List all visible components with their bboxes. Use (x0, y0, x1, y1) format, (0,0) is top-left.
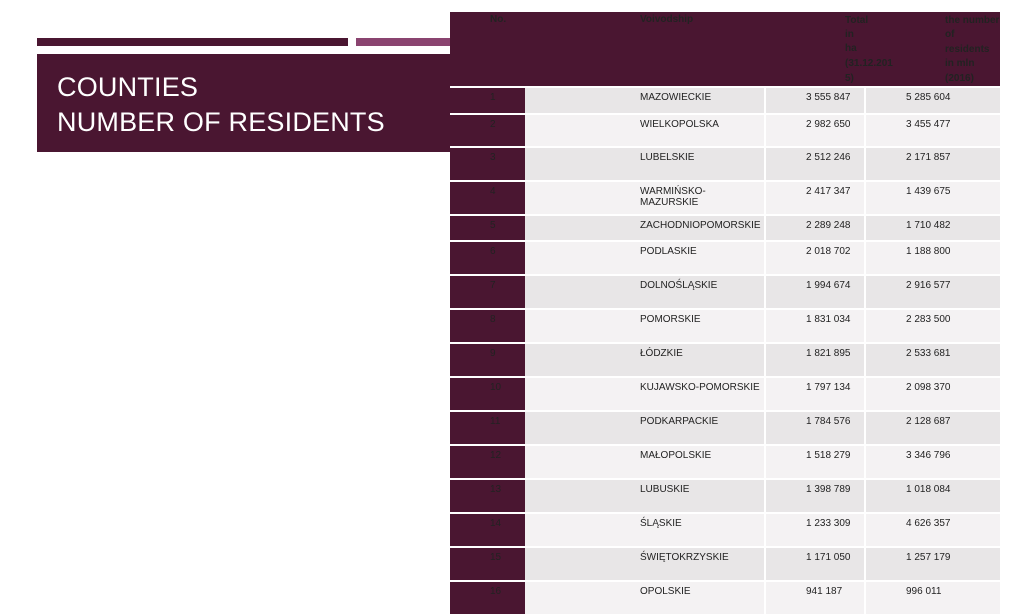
row-total-ha: 1 171 050 (765, 547, 865, 581)
row-number: 1 (450, 87, 525, 114)
row-total-ha: 941 187 (765, 581, 865, 615)
slide-title (37, 54, 450, 152)
row-residents: 2 916 577 (865, 275, 1000, 309)
row-residents: 1 439 675 (865, 181, 1000, 215)
row-voivodship: KUJAWSKO-POMORSKIE (525, 377, 765, 411)
table-row (450, 309, 1000, 343)
row-total-ha: 1 821 895 (765, 343, 865, 377)
row-number: 12 (450, 445, 525, 479)
row-residents: 2 283 500 (865, 309, 1000, 343)
row-residents: 1 188 800 (865, 241, 1000, 275)
row-number: 15 (450, 547, 525, 581)
table-row (450, 343, 1000, 377)
row-residents: 5 285 604 (865, 87, 1000, 114)
table-row (450, 241, 1000, 275)
header-total-ha: Total in ha (31.12.201 5) (765, 12, 865, 87)
header-voivodship: Voivodship (525, 12, 765, 87)
row-voivodship: ZACHODNIOPOMORSKIE (525, 215, 765, 241)
table-row (450, 147, 1000, 181)
row-number: 7 (450, 275, 525, 309)
table-header-row (450, 12, 1000, 87)
table-row (450, 411, 1000, 445)
row-voivodship: PODKARPACKIE (525, 411, 765, 445)
row-voivodship: ŚWIĘTOKRZYSKIE (525, 547, 765, 581)
row-number: 5 (450, 215, 525, 241)
row-number: 14 (450, 513, 525, 547)
header-no: No. (450, 12, 525, 87)
row-total-ha: 1 994 674 (765, 275, 865, 309)
row-residents: 2 171 857 (865, 147, 1000, 181)
row-number: 3 (450, 147, 525, 181)
row-number: 6 (450, 241, 525, 275)
row-total-ha: 2 018 702 (765, 241, 865, 275)
table-row (450, 181, 1000, 215)
row-voivodship: MAŁOPOLSKIE (525, 445, 765, 479)
table-row (450, 581, 1000, 615)
decorative-rule-left (37, 38, 348, 46)
table-row (450, 87, 1000, 114)
title-line-2: NUMBER OF RESIDENTS (57, 107, 385, 137)
voivodship-table (450, 12, 1000, 616)
row-number: 13 (450, 479, 525, 513)
row-voivodship: PODLASKIE (525, 241, 765, 275)
row-voivodship: ŁÓDZKIE (525, 343, 765, 377)
row-residents: 2 533 681 (865, 343, 1000, 377)
decorative-rule-right (356, 38, 450, 46)
row-residents: 1 710 482 (865, 215, 1000, 241)
row-number: 11 (450, 411, 525, 445)
row-voivodship: ŚLĄSKIE (525, 513, 765, 547)
row-total-ha: 2 417 347 (765, 181, 865, 215)
row-voivodship: WARMIŃSKO-MAZURSKIE (525, 181, 765, 215)
table-row (450, 479, 1000, 513)
table-row (450, 377, 1000, 411)
row-number: 4 (450, 181, 525, 215)
row-residents: 3 346 796 (865, 445, 1000, 479)
row-residents: 2 098 370 (865, 377, 1000, 411)
row-total-ha: 2 512 246 (765, 147, 865, 181)
row-number: 2 (450, 114, 525, 147)
row-voivodship: OPOLSKIE (525, 581, 765, 615)
row-residents: 4 626 357 (865, 513, 1000, 547)
row-residents: 1 018 084 (865, 479, 1000, 513)
row-residents: 3 455 477 (865, 114, 1000, 147)
row-voivodship: WIELKOPOLSKA (525, 114, 765, 147)
table-row (450, 445, 1000, 479)
row-voivodship: DOLNOŚLĄSKIE (525, 275, 765, 309)
row-residents: 2 128 687 (865, 411, 1000, 445)
row-residents: 1 257 179 (865, 547, 1000, 581)
row-voivodship: MAZOWIECKIE (525, 87, 765, 114)
table-row (450, 114, 1000, 147)
row-number: 9 (450, 343, 525, 377)
table-row (450, 215, 1000, 241)
row-number: 16 (450, 581, 525, 615)
row-number: 10 (450, 377, 525, 411)
row-total-ha: 2 289 248 (765, 215, 865, 241)
title-line-1: COUNTIES (57, 72, 199, 102)
row-voivodship: LUBELSKIE (525, 147, 765, 181)
row-total-ha: 1 233 309 (765, 513, 865, 547)
table-row (450, 513, 1000, 547)
row-total-ha: 1 797 134 (765, 377, 865, 411)
row-number: 8 (450, 309, 525, 343)
row-total-ha: 2 982 650 (765, 114, 865, 147)
row-total-ha: 1 784 576 (765, 411, 865, 445)
row-residents: 996 011 (865, 581, 1000, 615)
header-residents: the number of residents in mln (2016) (865, 12, 1000, 87)
table-row (450, 275, 1000, 309)
row-total-ha: 1 831 034 (765, 309, 865, 343)
row-total-ha: 1 518 279 (765, 445, 865, 479)
row-voivodship: POMORSKIE (525, 309, 765, 343)
row-total-ha: 1 398 789 (765, 479, 865, 513)
row-total-ha: 3 555 847 (765, 87, 865, 114)
row-voivodship: LUBUSKIE (525, 479, 765, 513)
